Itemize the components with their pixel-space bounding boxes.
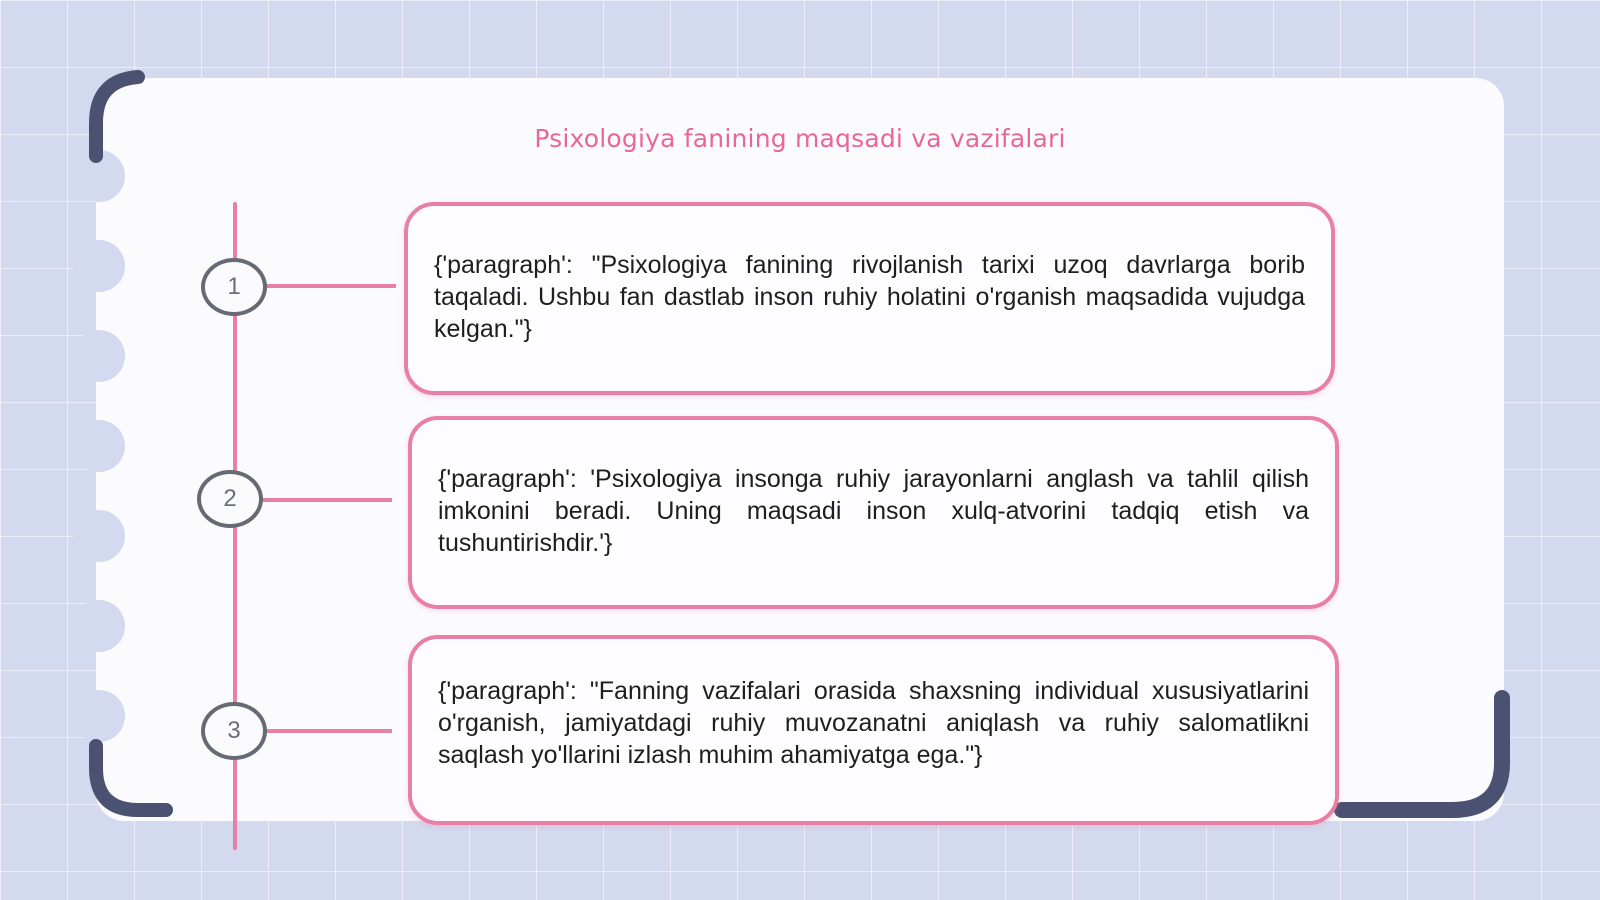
step-marker-1 [201,258,267,316]
content-card-1 [404,202,1335,395]
scallop-decoration [73,240,125,292]
bracket-top-left [86,68,156,168]
slide-title: Psixologiya fanining maqsadi va vazifalari [534,124,1066,153]
connector-line [266,729,392,733]
content-card-2 [408,416,1339,609]
card-text: {'paragraph': "Fanning vazifalari orasida shaxsning individual xususiyatlarini o'rganish, jamiyatdagi ruhiy muvozanatni aniqlash va ruhiy salomatlikni saqlash yo'llarini izlash muhim ahamiyatga ega."} [438,677,1309,769]
connector-line [266,284,396,288]
step-marker-3 [201,702,267,760]
bracket-bottom-right [1332,688,1522,828]
content-card-3 [408,635,1339,825]
scallop-decoration [73,420,125,472]
card-text: {'paragraph': "Psixologiya fanining rivojlanish tarixi uzoq davrlarga borib taqaladi. Ushbu fan dastlab inson ruhiy holatini o'rganish maqsadida vujudga kelgan."} [434,250,1305,343]
card-text: {'paragraph': 'Psixologiya insonga ruhiy jarayonlarni anglash va tahlil qilish imkonini beradi. Uning maqsadi inson xulq-atvorini tadqiq etish va tushuntirishdir.'} [438,464,1309,557]
connector-line [262,498,392,502]
scallop-decoration [73,690,125,742]
scallop-decoration [73,510,125,562]
scallop-decoration [73,330,125,382]
step-number: 2 [223,485,237,512]
step-number: 1 [227,273,241,300]
step-number: 3 [227,717,241,744]
step-marker-2 [197,470,263,528]
scallop-decoration [73,600,125,652]
bracket-bottom-left [86,738,176,828]
